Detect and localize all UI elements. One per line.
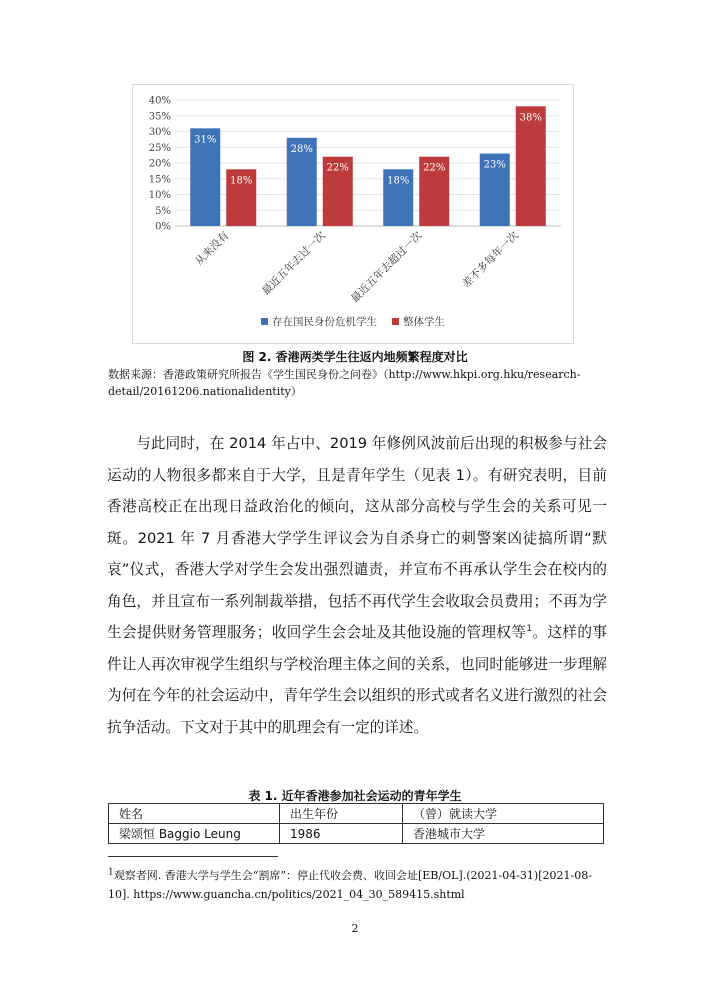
bar-chart [132,84,574,344]
legend-swatch [261,318,268,325]
table-caption: 表 1. 近年香港参加社会运动的青年学生 [248,789,462,803]
y-tick-label: 0% [155,221,171,233]
body-text [107,428,607,743]
page-number: 2 [351,922,359,935]
table-row [109,824,604,844]
category-label: 从来没有 [193,229,232,268]
footnote-mark: 1 [108,867,114,878]
paragraph-text-b: 。这样的事件让人再次审视学生组织与学校治理主体之间的关系，也同时能够进一步理解为何在今年的社会运动中，青年学生会以组织的形式或者名义进行激烈的社会抗争活动。下文对于其中的肌理会有一定的详述。 [107,624,607,736]
header-name: 姓名 [109,804,280,824]
y-tick-label: 15% [148,174,171,186]
data-label: 23% [483,159,506,171]
footnote-rule [108,856,278,857]
figure-source: 数据来源：香港政策研究所报告《学生国民身份之问卷》（http://www.hkpi.org.hku/research-detail/20161206.nationalidentity） [108,368,581,398]
header-birth-year: 出生年份 [280,804,403,824]
y-tick-label: 30% [148,127,171,138]
bar [516,106,546,226]
legend-label: 存在国民身份危机学生 [272,316,377,328]
footnote-ref[interactable]: 1 [526,624,533,635]
data-label: 22% [326,162,349,174]
paragraph-text-a: 与此同时，在 2014 年占中、2019 年修例风波前后出现的积极参与社会运动的人物很多都来自于大学，且是青年学生（见表 1）。有研究表明，目前香港高校正在出现日益政治化的倾向，这从部分高校与学生会的关系可见一斑。2021 年 7 月香港大学学生评议会为自杀身亡的刺警案凶徒搞所谓“默哀”仪式，香港大学对学生会发出强烈谴责，并宣布不再承认学生会在校内的角色，并且宣布一系列制裁举措，包括不再代学生会收取会员费用；不再为学生会提供财务管理服务；收回学生会会址及其他设施的管理权等 [107,435,607,641]
category-label: 最近五年去过一次 [259,229,328,298]
cell-name: 梁颂恒 Baggio Leung [109,824,280,844]
data-label: 22% [423,162,446,174]
legend-swatch [392,318,399,325]
students-table [108,803,604,844]
paragraph [107,428,607,743]
cell-university: 香港城市大学 [403,824,604,844]
data-label: 38% [519,112,542,124]
chart-canvas [133,85,573,343]
table-header-row [109,804,604,824]
category-label: 差不多每年一次 [460,229,521,291]
y-tick-label: 20% [148,158,171,170]
data-label: 31% [194,134,217,146]
y-tick-label: 25% [148,142,171,154]
legend-label: 整体学生 [403,316,445,328]
header-university: （曾）就读大学 [403,804,604,824]
y-tick-label: 5% [155,205,171,217]
footnote-text: 观察者网. 香港大学与学生会“割席”：停止代收会费、收回会址[EB/OL].(2021-04-31)[2021-08-10]. https://www.guancha.cn/politics/2021_04_30_589415.shtml [108,869,592,901]
figure-caption: 图 2. 香港两类学生往返内地频繁程度对比 [242,350,468,364]
footnote [108,866,608,904]
category-label: 最近五年去超过一次 [349,229,425,305]
y-tick-label: 40% [148,95,171,107]
cell-birth-year: 1986 [280,824,403,844]
data-label: 28% [290,143,313,155]
data-label: 18% [387,175,410,187]
y-tick-label: 10% [148,190,171,201]
y-tick-label: 35% [148,111,171,123]
data-label: 18% [230,175,253,187]
